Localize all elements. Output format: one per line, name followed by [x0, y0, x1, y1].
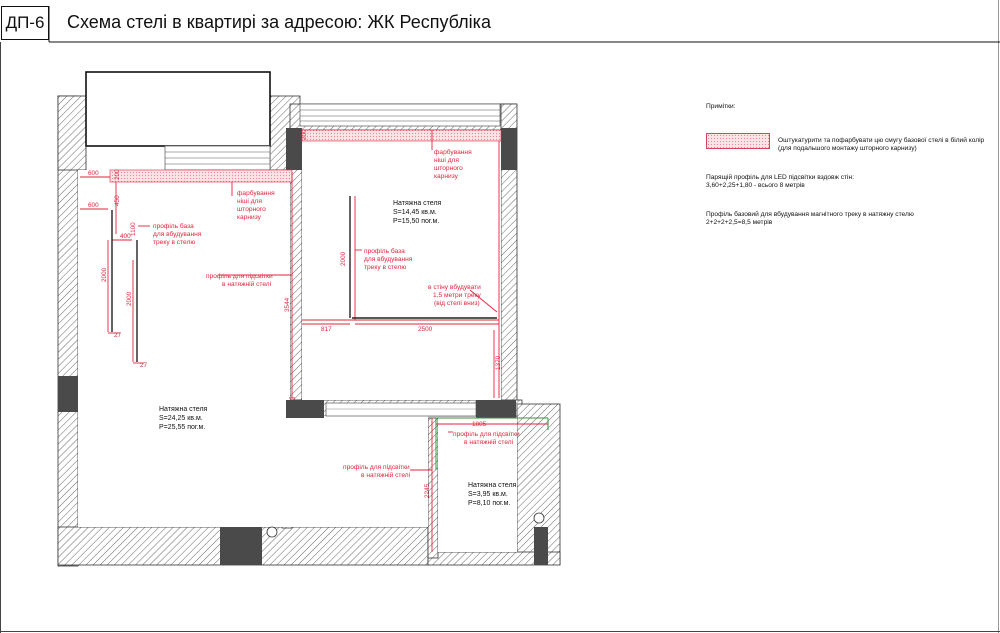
wall-track-text: в стіну вбудувати 1,5 метри треку (від стелі вниз) [428, 284, 481, 307]
dim-2000-b: 2000 [126, 291, 133, 306]
dim-27-b: 27 [140, 362, 148, 369]
column-left [58, 376, 78, 412]
dim-2000-bedroom: 2000 [340, 251, 347, 266]
sheet-title: Схема стелі в квартирі за адресою: ЖК Республіка [67, 12, 491, 32]
dim-200-top: 200 [114, 169, 121, 180]
curtain-niche-main-text: фарбування ніші для шторного карнизу [237, 190, 275, 221]
dim-600-top: 600 [88, 170, 99, 177]
riser-bottom [267, 527, 277, 537]
led-profile-hall-text: профіль для підсвітки в натяжній стелі [343, 464, 411, 479]
column-top-mid [286, 128, 302, 170]
dim-27-a: 27 [114, 332, 122, 339]
room-bedroom-label: Натяжна стеля S=14,45 кв.м. P=15,50 пог.м. [393, 200, 442, 225]
dim-3544: 3544 [284, 297, 291, 312]
dim-817: 817 [321, 326, 332, 333]
track-profile-bedroom-text: профіль база для вбудування треку в стелю [364, 248, 413, 271]
window-bedroom [300, 104, 500, 126]
room-small-label: Натяжна стеля S=3,95 кв.м. P=8,10 пог.м. [468, 482, 517, 507]
doorway-bedroom [326, 403, 476, 416]
column-mid-right [476, 400, 516, 418]
dim-400: 400 [120, 233, 131, 240]
track-profile-main-text: профіль база для вбудування треку в стелю [153, 223, 202, 246]
curtain-niche-bedroom-text: фарбування ніші для шторного карнизу [434, 149, 472, 180]
dim-1370: 1370 [495, 355, 502, 370]
dim-1805: 1805 [472, 421, 487, 428]
column-mid [286, 400, 324, 418]
balcony-block [86, 72, 270, 146]
wall-top-left [58, 96, 86, 170]
legend-swatch-plaster [706, 133, 770, 149]
dim-2000-a: 2000 [101, 267, 108, 282]
legend-text-plaster: Оштукатурити та пофарбувати цю смугу базової стелі в білий колір (для подальшого монтажу шторного карнизу) [778, 137, 985, 153]
riser-small [534, 513, 544, 523]
dim-200-bedroom: 200 [301, 129, 308, 140]
column-small [534, 527, 548, 565]
dim-600-mid: 600 [88, 202, 99, 209]
led-profile-main-text: профіль для підсвітки в натяжній стелі [206, 273, 273, 288]
note-magnetic-profile: Профіль базовий для вбудування магнітного треку в натяжну стелю 2+2+2+2,5=8,5 метрів [706, 211, 914, 227]
sheet-code: ДП-6 [5, 13, 45, 32]
dim-450: 450 [114, 195, 121, 206]
dim-1100: 1100 [130, 222, 137, 236]
notes-heading: Примітки: [706, 103, 736, 110]
note-led-profile: Парящій профіль для LED підсвітки вздовж стін: 3,60+2,25+1,80 - всього 8 метрів [706, 174, 854, 190]
column-bottom [220, 527, 262, 565]
dim-2500: 2500 [418, 326, 433, 333]
curtain-niche-main [110, 170, 292, 182]
column-top-right [501, 128, 517, 170]
led-profile-small-text: профіль для підсвітки в натяжній стелі [453, 431, 520, 446]
room-main-label: Натяжна стеля S=24,25 кв.м. P=25,55 пог.м. [159, 406, 208, 431]
curtain-niche-bedroom [302, 130, 501, 141]
dim-2245: 2245 [424, 483, 431, 498]
